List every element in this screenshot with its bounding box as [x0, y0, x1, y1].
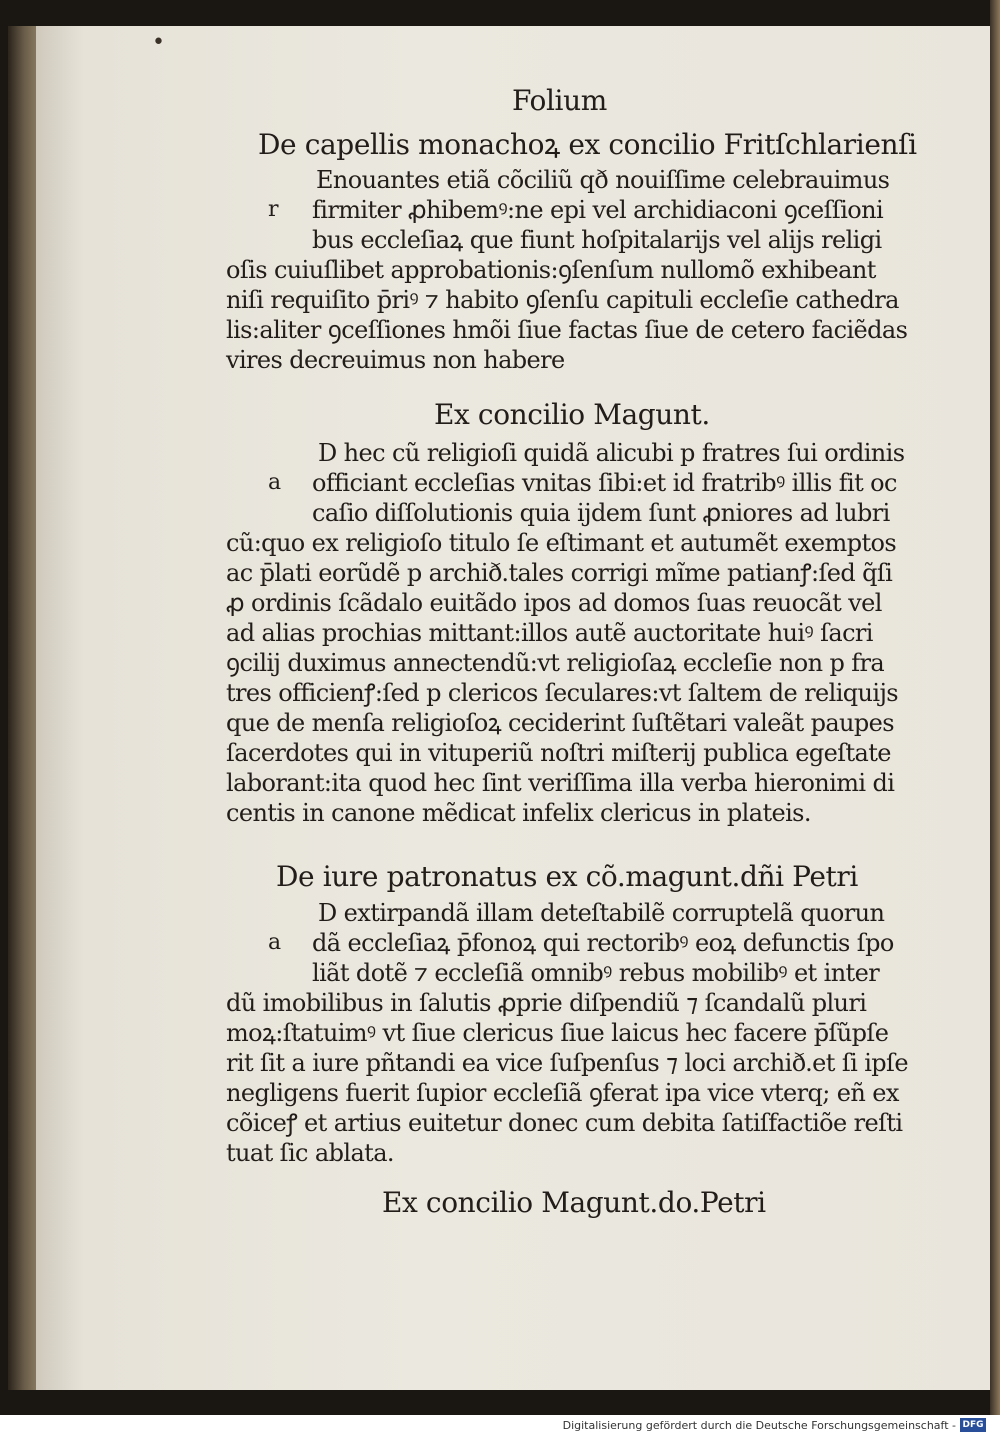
text-line: centis in canone mẽdicat infelix clericus in plateis. — [226, 799, 811, 827]
text-line: oſis cuiuſlibet approbationis:ꝯſenſum nullomõ exhibeant — [226, 256, 876, 284]
section-heading: Ex concilio Magunt.do.Petri — [382, 1186, 766, 1219]
footer-bar — [0, 1415, 1000, 1437]
text-line: caſio diſſolutionis quia ijdem ſunt ꝓniores ad lubri — [312, 499, 890, 527]
text-line: niſi requiſito p̄riꝰ ⁊ habito ꝯſenſu capituli eccleſie cathedra — [226, 286, 899, 314]
text-line: D extirpandã illam deteſtabilẽ corruptelã quorun — [318, 899, 885, 927]
page-text — [36, 26, 990, 1390]
text-line: D hec cũ religioſi quidã alicubi p fratres ſui ordinis — [318, 439, 905, 467]
section-heading: Ex concilio Magunt. — [434, 398, 710, 431]
funding-notice: Digitalisierung gefördert durch die Deutsche Forschungsgemeinschaft - — [562, 1419, 956, 1432]
text-line: lis:aliter ꝯceſſiones hmõi ſiue factas ſiue de cetero faciẽdas — [226, 316, 908, 344]
text-line: dã eccleſiaꝝ p̄fonoꝝ qui rectoribꝰ eoꝝ defunctis ſpo — [312, 929, 894, 957]
book-binding-edge — [8, 26, 38, 1390]
initial-guide-letter: r — [268, 197, 279, 222]
text-line: que de menſa religioſoꝝ ceciderint ſuſtẽtari valeãt paupes — [226, 709, 894, 737]
text-line: ad alias prochias mittant:illos autẽ auctoritate huiꝰ ſacri — [226, 619, 873, 647]
text-line: ꝓ ordinis ſcãdalo euitãdo ipos ad domos ſuas reuocãt vel — [226, 589, 882, 617]
dfg-logo: DFG — [960, 1418, 986, 1432]
section-heading: De capellis monachoꝝ ex concilio Fritſchlarienſi — [258, 128, 917, 161]
text-line: vires decreuimus non habere — [226, 346, 565, 374]
ink-mark: • — [152, 30, 165, 55]
text-line: Enouantes etiã cõciliũ qð nouiſſime celebrauimus — [316, 166, 890, 194]
text-line: ſacerdotes qui in vituperiũ noſtri miſterij publica egeſtate — [226, 739, 891, 767]
book-page — [36, 26, 990, 1390]
text-line: rit ſit a iure pñtandi ea vice ſuſpenſus ⁊ loci archið.et ſi ipſe — [226, 1049, 908, 1077]
text-line: dũ imobilibus in ſalutis ꝓprie diſpendiũ ⁊ ſcandalũ pluri — [226, 989, 867, 1017]
section-heading: De iure patronatus ex cõ.magunt.dñi Petri — [276, 860, 858, 893]
text-line: cõiceꝭ et artius euitetur donec cum debita ſatiſfactiõe reſti — [226, 1109, 903, 1137]
text-line: laborant:ita quod hec ſint veriſſima illa verba hieronimi di — [226, 769, 895, 797]
text-line: ꝯcilij duximus annectendũ:vt religioſaꝝ eccleſie non p fra — [226, 649, 885, 677]
text-line: tuat ſic ablata. — [226, 1139, 394, 1167]
initial-guide-letter: a — [268, 930, 282, 955]
book-fore-edge — [990, 0, 1000, 1415]
text-line: moꝝ:ſtatuimꝰ vt ſiue clericus ſiue laicus hec facere p̄ſũpſe — [226, 1019, 889, 1047]
text-line: officiant eccleſias vnitas ſibi:et id fratribꝰ illis fit oc — [312, 469, 897, 497]
text-line: ac p̄lati eorũdẽ p archið.tales corrigi mĩme patianꝭ:ſed q̃ſi — [226, 559, 893, 587]
text-line: negligens fuerit ſupior eccleſiã ꝯferat ipa vice vterq; eñ ex — [226, 1079, 899, 1107]
text-line: firmiter ꝓhibemꝰ:ne epi vel archidiaconi ꝯceſſioni — [312, 196, 884, 224]
text-line: bus eccleſiaꝝ que fiunt hoſpitalarijs vel alijs religi — [312, 226, 882, 254]
text-line: cũ:quo ex religioſo titulo ſe eſtimant et autumẽt exemptos — [226, 529, 897, 557]
running-head: Folium — [512, 84, 607, 117]
text-line: liãt dotẽ ⁊ eccleſiã omnibꝰ rebus mobilibꝰ et inter — [312, 959, 880, 987]
text-line: tres officienꝭ:ſed p clericos ſeculares:vt ſaltem de reliquijs — [226, 679, 899, 707]
initial-guide-letter: a — [268, 470, 282, 495]
